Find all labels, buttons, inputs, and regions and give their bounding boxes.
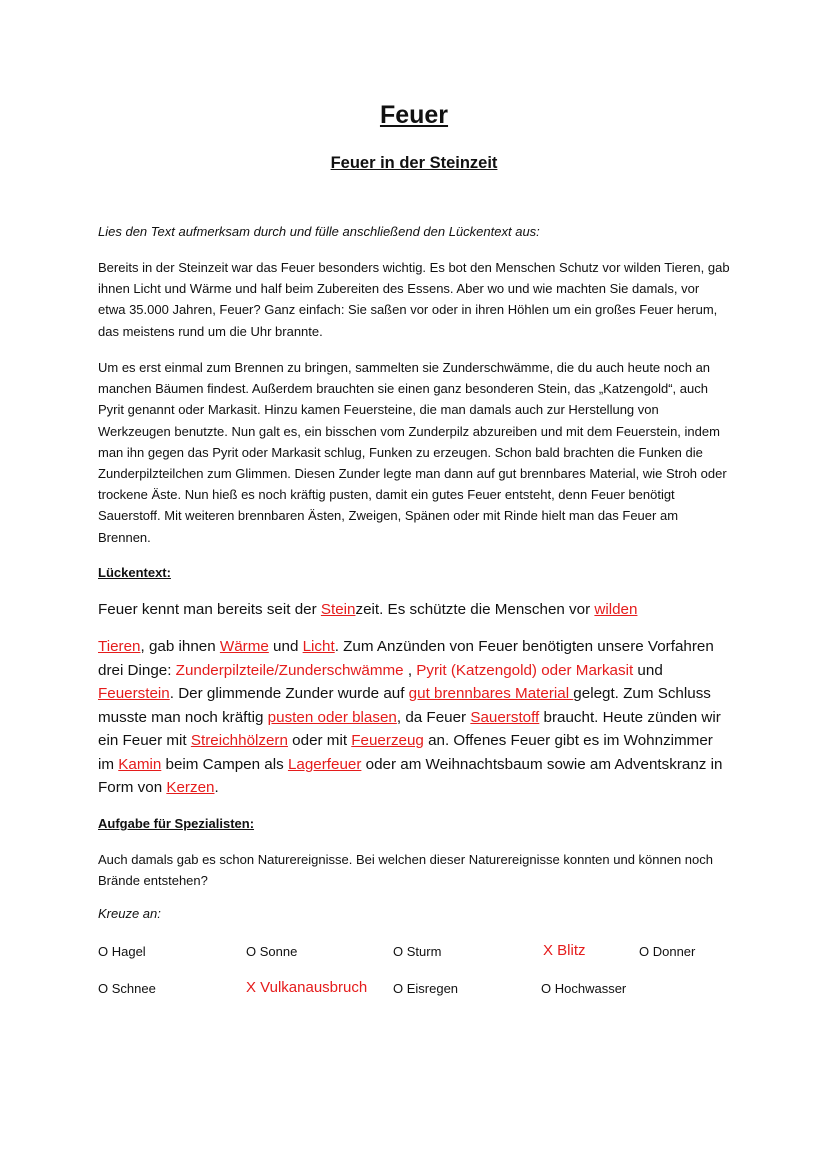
cloze-answer: Stein bbox=[320, 601, 356, 618]
cloze-text: zeit. Es schützte die Menschen vor bbox=[355, 601, 595, 618]
cloze-answer: Kerzen bbox=[166, 779, 215, 796]
option-hagel[interactable]: O Hagel bbox=[98, 944, 146, 959]
cloze-answer: Wärme bbox=[219, 638, 269, 655]
reading-paragraph-1: Bereits in der Steinzeit war das Feuer besonders wichtig. Es bot den Menschen Schutz vor wilden Tieren, gab ihnen Licht und Wärme und half beim Zubereiten des Essens. Aber wo und wie machten Sie damals, vor etwa 35.000 Jahren, Feuer? Ganz einfach: Sie saßen vor oder in ihren Höhlen um ein großes Feuer herum, das meistens rund um die Uhr brannte. bbox=[98, 260, 730, 339]
cloze-answer: gut brennbares Material bbox=[408, 685, 574, 702]
cloze-text: . Zum Anzünden von Feuer benötigten unsere Vorfahren drei Dinge: bbox=[98, 638, 714, 679]
cloze-text: gelegt. Zum Schluss musste man noch kräftig bbox=[98, 685, 711, 726]
cloze-answer: Streichhölzern bbox=[190, 732, 288, 749]
cloze-answer: Feuerzeug bbox=[351, 732, 424, 749]
cloze-text: , da Feuer bbox=[396, 708, 471, 726]
cloze-text: , bbox=[403, 661, 417, 679]
option-schnee[interactable]: O Schnee bbox=[98, 981, 156, 996]
cloze-answer: Pyrit (Katzengold) oder Markasit bbox=[416, 661, 634, 679]
option-eisregen[interactable]: O Eisregen bbox=[393, 981, 459, 996]
cloze-answer: Licht bbox=[302, 638, 335, 655]
cloze-answer: pusten oder blasen bbox=[267, 708, 397, 726]
cloze-text: an. Offenes Feuer gibt es im Wohnzimmer im bbox=[98, 732, 713, 773]
kreuze-prompt: Kreuze an: bbox=[98, 906, 161, 921]
cloze-text: , gab ihnen bbox=[140, 638, 220, 655]
option-sonne[interactable]: O Sonne bbox=[246, 944, 298, 959]
cloze-text: oder mit bbox=[287, 732, 352, 749]
cloze-text: und bbox=[268, 638, 303, 655]
reading-paragraph-2: Um es erst einmal zum Brennen zu bringen, sammelten sie Zunderschwämme, die du auch heute noch an manchen Bäumen findest. Außerdem brauchten sie einen ganz besonderen Stein, das „Katzengold“, auch Pyrit genannt oder Markasit. Hinzu kamen Feuersteine, die man damals auch zur Herstellung von Werkzeugen benutzte. Nun galt es, ein bisschen vom Zunderpilz abzureiben und mit dem Feuerstein, indem man ihn gegen das Pyrit oder Markasit schlug, Funken zu erzeugen. Schon bald brachten die Funken die Zunderpilzteilchen zum Glimmen. Diesen Zunder legte man dann auf gut brennbares Material, wie Stroh oder trockene Äste. Nun hieß es noch kräftig pusten, damit ein gutes Feuer entsteht, denn Feuer benötigt Sauerstoff. Mit weiteren brennbaren Ästen, Zweigen, Spänen oder mit Rinde hielt man das Feuer am Brennen. bbox=[98, 360, 727, 545]
page-subtitle: Feuer in der Steinzeit bbox=[330, 154, 498, 172]
cloze-answer: wilden bbox=[594, 601, 638, 618]
cloze-text: und bbox=[633, 661, 663, 679]
cloze-answer: Tieren bbox=[98, 638, 141, 655]
spezialisten-question: Auch damals gab es schon Naturereignisse. Bei welchen dieser Naturereignisse konnten und können noch Brände entstehen? bbox=[98, 852, 713, 889]
option-blitz-checked[interactable]: X Blitz bbox=[543, 942, 586, 959]
cloze-answer: Feuerstein bbox=[98, 685, 170, 702]
instruction-text: Lies den Text aufmerksam durch und fülle anschließend den Lückentext aus: bbox=[98, 224, 540, 239]
cloze-text: oder am Weihnachtsbaum sowie am Adventskranz in Form von bbox=[98, 755, 723, 796]
option-sturm[interactable]: O Sturm bbox=[393, 944, 442, 959]
cloze-answer: Sauerstoff bbox=[470, 708, 540, 726]
cloze-text: Feuer kennt man bereits seit der bbox=[98, 601, 321, 618]
cloze-text: . Der glimmende Zunder wurde auf bbox=[169, 685, 409, 702]
page-title: Feuer bbox=[379, 101, 449, 129]
cloze-text: beim Campen als bbox=[161, 755, 288, 773]
cloze-line-1 bbox=[98, 598, 730, 622]
cloze-answer: Kamin bbox=[118, 755, 162, 773]
option-donner[interactable]: O Donner bbox=[639, 944, 696, 959]
option-vulkanausbruch-checked[interactable]: X Vulkanausbruch bbox=[246, 979, 368, 996]
cloze-text: . bbox=[214, 779, 219, 796]
spezialisten-heading: Aufgabe für Spezialisten: bbox=[98, 816, 255, 831]
lueckentext-heading: Lückentext: bbox=[98, 565, 171, 580]
cloze-answer: Lagerfeuer bbox=[287, 755, 362, 773]
cloze-answer: Zunderpilzteile/Zunderschwämme bbox=[175, 661, 404, 679]
option-hochwasser[interactable]: O Hochwasser bbox=[541, 981, 627, 996]
cloze-text: braucht. Heute zünden wir ein Feuer mit bbox=[98, 708, 721, 749]
cloze-block bbox=[98, 635, 730, 800]
